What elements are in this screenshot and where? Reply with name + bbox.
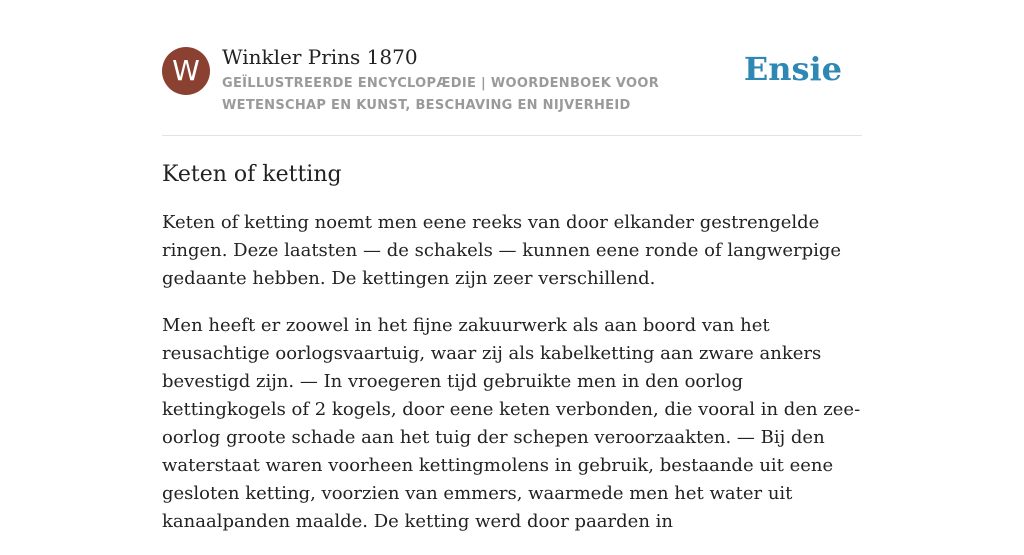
article xyxy=(162,158,862,555)
source-subtitle: GEÏLLUSTREERDE ENCYCLOPÆDIE | WOORDENBOEK VOOR WETENSCHAP EN KUNST, BESCHAVING EN NIJVERHEID xyxy=(222,76,660,113)
article-paragraph: Men heeft er zoowel in het fijne zakuurwerk als aan boord van het reusachtige oorlogsvaartuig, waar zij als kabelketting aan zware ankers bevestigd zijn. — In vroegeren tijd gebruikte men in den oorlog kettingkogels of 2 kogels, door eene keten verbonden, die vooral in den zee-oorlog groote schade aan het tuig der schepen veroorzaakten. — Bij den waterstaat waren voorheen kettingmolens in gebruik, bestaande uit eene gesloten ketting, voorzien van emmers, waarmede men het water uit kanaalpanden maalde. De ketting werd door paarden in xyxy=(162,315,861,532)
article-paragraph: Keten of ketting noemt men eene reeks van door elkander gestrengelde ringen. Deze laatsten — de schakels — kunnen eene ronde of langwerpige gedaante hebben. De kettingen zijn zeer verschillend. xyxy=(162,212,842,289)
source-avatar[interactable]: W xyxy=(162,47,210,95)
source-header xyxy=(162,44,862,136)
ensie-logo[interactable]: Ensie xyxy=(743,50,842,88)
source-title[interactable]: Winkler Prins 1870 xyxy=(222,45,418,69)
article-title: Keten of ketting xyxy=(162,162,342,187)
